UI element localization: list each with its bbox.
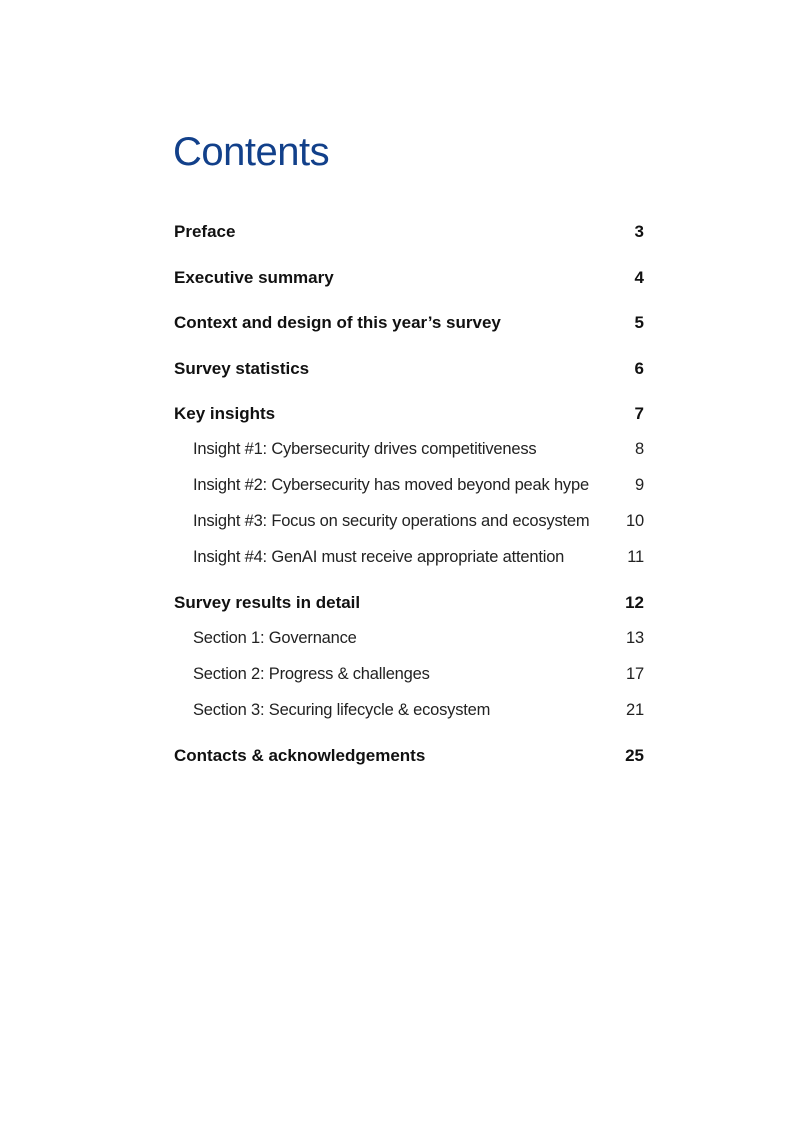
- toc-entry-page: 7: [634, 404, 644, 423]
- table-of-contents: [174, 218, 644, 769]
- toc-entry-contacts[interactable]: [174, 742, 644, 769]
- toc-entry-page: 21: [626, 701, 644, 719]
- toc-entry-executive-summary[interactable]: [174, 264, 644, 291]
- toc-entry-insight-1[interactable]: [174, 436, 644, 463]
- toc-entry-page: 9: [635, 476, 644, 494]
- toc-entry-page: 4: [634, 267, 644, 287]
- toc-entry-page: 17: [626, 665, 644, 683]
- toc-entry-label: Insight #2: Cybersecurity has moved beyond peak hype: [193, 476, 589, 494]
- toc-entry-label: Preface: [174, 222, 236, 241]
- toc-entry-section-1[interactable]: [174, 625, 644, 652]
- toc-entry-label: Survey statistics: [174, 358, 310, 378]
- toc-entry-label: Context and design of this year’s survey: [174, 313, 501, 332]
- toc-entry-section-3[interactable]: [174, 697, 644, 724]
- toc-entry-section-2[interactable]: [174, 661, 644, 688]
- toc-entry-label: Survey results in detail: [174, 593, 361, 612]
- toc-entry-label: Insight #4: GenAI must receive appropriate attention: [193, 548, 565, 566]
- toc-entry-label: Section 1: Governance: [193, 629, 357, 647]
- toc-entry-insight-3[interactable]: [174, 508, 644, 535]
- toc-entry-label: Section 2: Progress & challenges: [193, 665, 430, 683]
- toc-entry-page: 25: [625, 746, 644, 765]
- toc-entry-label: Insight #1: Cybersecurity drives competitiveness: [193, 440, 537, 458]
- toc-entry-survey-statistics[interactable]: [174, 355, 644, 382]
- toc-entry-insight-4[interactable]: [174, 544, 644, 571]
- toc-entry-page: 8: [635, 440, 644, 458]
- toc-entry-page: 13: [626, 629, 644, 647]
- toc-entry-page: 3: [634, 222, 644, 241]
- toc-entry-page: 10: [626, 512, 644, 530]
- toc-entry-page: 11: [627, 548, 644, 566]
- toc-entry-context-and-design[interactable]: [174, 309, 644, 336]
- toc-entry-label: Key insights: [174, 404, 276, 423]
- toc-entry-survey-results[interactable]: [174, 589, 644, 616]
- toc-entry-preface[interactable]: [174, 218, 644, 245]
- toc-entry-page: 5: [634, 313, 644, 332]
- toc-entry-key-insights[interactable]: [174, 400, 644, 427]
- toc-entry-label: Section 3: Securing lifecycle & ecosystem: [193, 701, 491, 719]
- toc-entry-label: Contacts & acknowledgements: [174, 746, 426, 765]
- toc-entry-insight-2[interactable]: [174, 472, 644, 499]
- toc-entry-page: 12: [625, 593, 644, 612]
- toc-entry-label: Executive summary: [174, 267, 334, 287]
- toc-entry-label: Insight #3: Focus on security operations and ecosystem: [193, 512, 590, 530]
- page-title: Contents: [173, 130, 330, 174]
- toc-entry-page: 6: [634, 358, 644, 378]
